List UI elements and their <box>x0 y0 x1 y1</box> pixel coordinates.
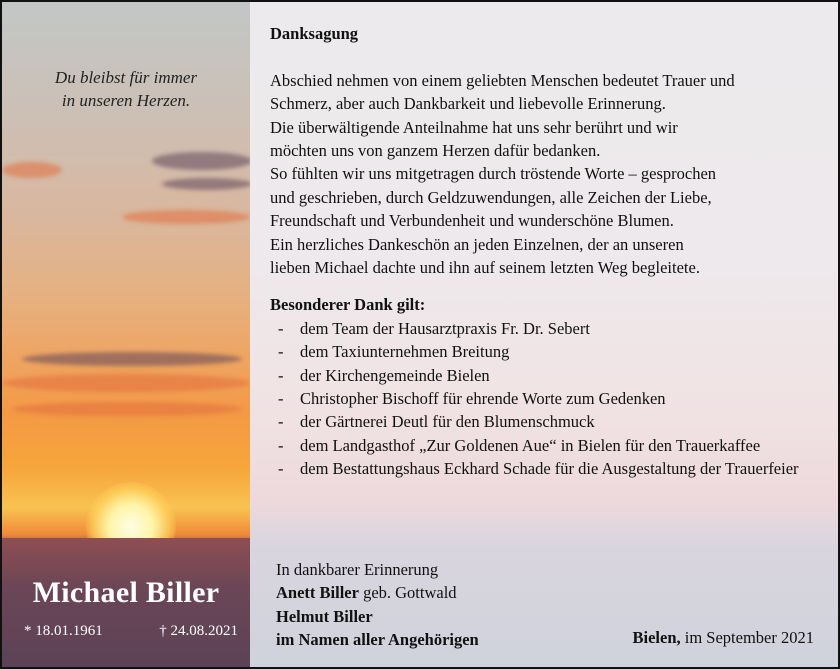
thanks-content <box>270 22 830 481</box>
cloud-shape <box>2 374 250 392</box>
signer-2 <box>276 605 816 628</box>
death-date: † 24.08.2021 <box>159 623 238 639</box>
paragraph-line: lieben Michael dachte und ihn auf seinem letzten Weg begleitete. <box>270 258 700 278</box>
deceased-name: Michael Biller <box>32 576 220 609</box>
life-dates <box>24 623 238 640</box>
thanks-paragraph <box>270 69 830 280</box>
date: im September 2021 <box>680 628 814 647</box>
sunset-photo <box>2 2 250 667</box>
signer-3-text: im Namen aller Angehörigen <box>276 630 479 650</box>
signer-1-suffix: geb. Gottwald <box>358 583 457 603</box>
paragraph-line: Ein herzliches Dankeschön an jeden Einzelnen, der an unseren <box>270 234 684 254</box>
list-item: - dem Landgasthof „Zur Goldenen Aue“ in Bielen für den Trauerkaffee <box>270 434 770 457</box>
closing-line: In dankbarer Erinnerung <box>276 560 439 579</box>
birth-date: * 18.01.1961 <box>24 623 103 639</box>
heading: Danksagung <box>270 24 359 43</box>
cloud-shape <box>162 178 252 190</box>
paragraph-line: Abschied nehmen von einem geliebten Menschen bedeutet Trauer und <box>270 70 735 90</box>
signer-1 <box>276 581 816 604</box>
special-thanks-list <box>270 317 830 481</box>
paragraph-line: Schmerz, aber auch Dankbarkeit und liebevolle Erinnerung. <box>270 94 666 114</box>
list-item: - dem Team der Hausarztpraxis Fr. Dr. Sebert <box>270 317 830 340</box>
paragraph-line: und geschrieben, durch Geldzuwendungen, alle Zeichen der Liebe, <box>270 187 712 207</box>
paragraph-line: So fühlten wir uns mitgetragen durch tröstende Worte – gesprochen <box>270 164 717 184</box>
quote-line: Du bleibst für immer <box>54 68 198 87</box>
list-item: - der Gärtnerei Deutl für den Blumenschmuck <box>270 410 830 433</box>
signer-1-name: Anett Biller <box>276 583 359 603</box>
cloud-shape <box>22 352 242 366</box>
list-item: - dem Taxiunternehmen Breitung <box>270 340 830 363</box>
list-item: - Christopher Bischoff für ehrende Worte zum Gedenken <box>270 387 830 410</box>
special-thanks-title: Besonderer Dank gilt: <box>270 295 426 315</box>
cloud-shape <box>122 210 250 224</box>
place: Bielen, <box>632 628 681 647</box>
list-item: - der Kirchengemeinde Bielen <box>270 364 830 387</box>
cloud-shape <box>12 402 242 416</box>
cloud-shape <box>152 152 252 170</box>
place-date <box>633 628 814 648</box>
paragraph-line: Die überwältigende Anteilnahme hat uns sehr berührt und wir <box>270 117 678 137</box>
list-item: - dem Bestattungshaus Eckhard Schade für die Ausgestaltung der Trauerfeier <box>270 457 820 480</box>
quote-line: in unseren Herzen. <box>61 91 191 110</box>
signer-2-name: Helmut Biller <box>276 606 373 626</box>
memorial-quote <box>2 66 250 112</box>
cloud-shape <box>2 162 62 178</box>
paragraph-line: Freundschaft und Verbundenheit und wunderschöne Blumen. <box>270 211 674 231</box>
paragraph-line: möchten uns von ganzem Herzen dafür bedanken. <box>270 141 601 161</box>
text-panel <box>250 2 838 667</box>
